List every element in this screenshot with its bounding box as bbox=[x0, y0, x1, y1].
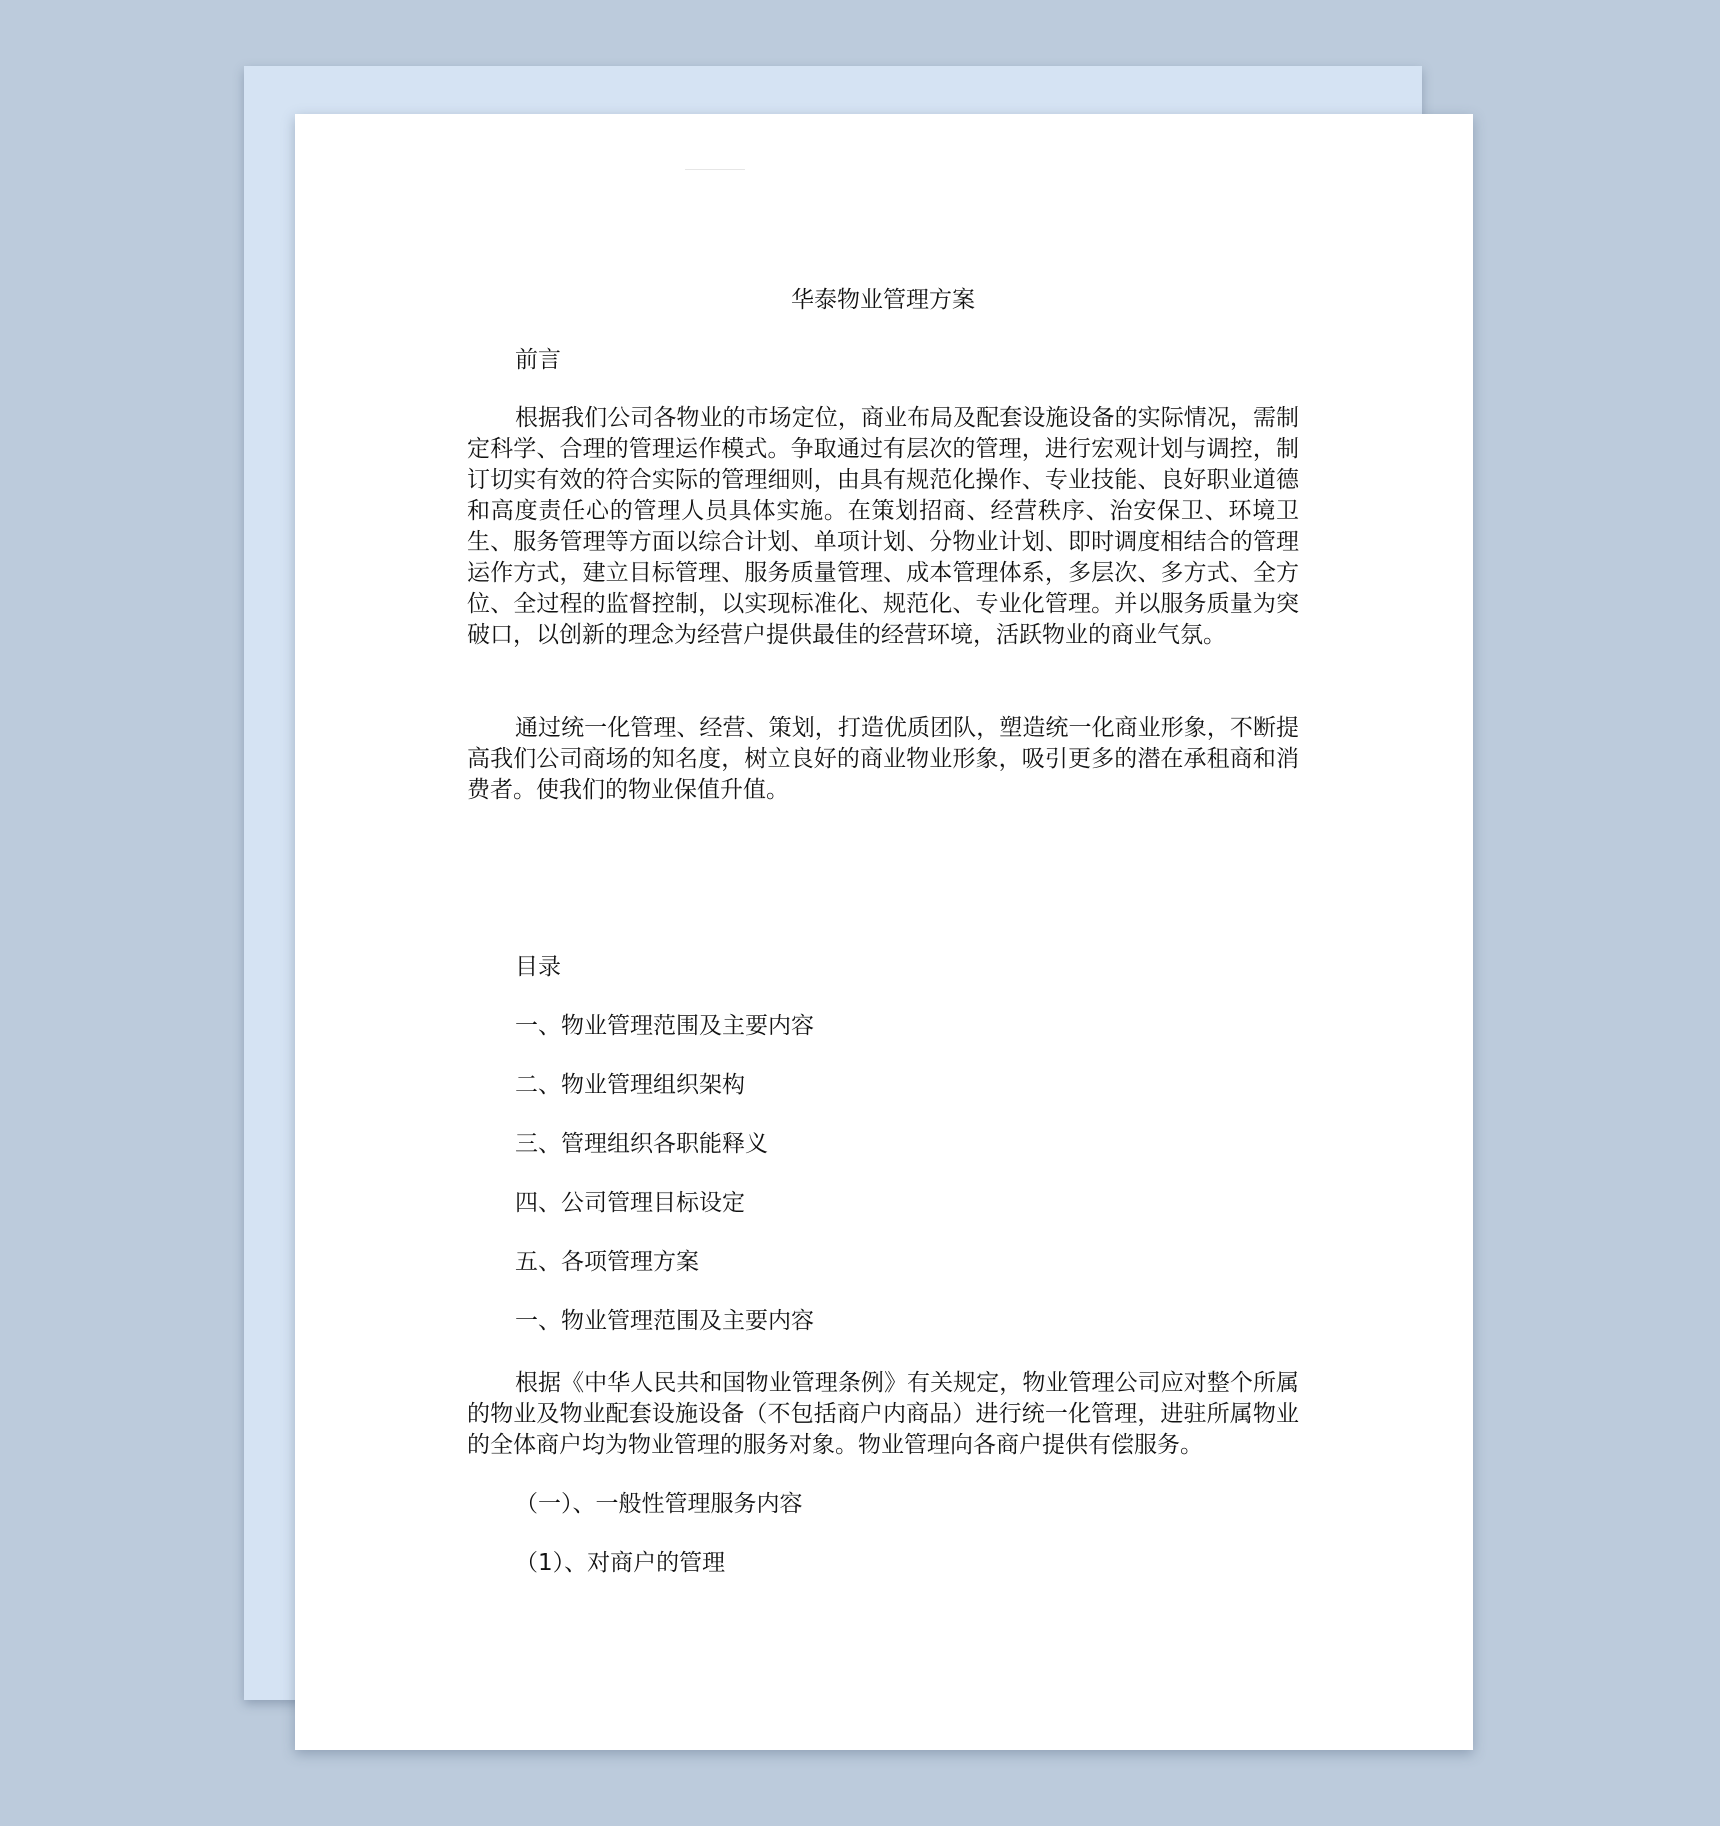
subsection-heading: （一）、一般性管理服务内容 bbox=[515, 1491, 803, 1517]
preface-heading: 前言 bbox=[515, 347, 561, 373]
section-1-heading: 一、物业管理范围及主要内容 bbox=[515, 1308, 814, 1334]
toc-heading: 目录 bbox=[515, 954, 561, 980]
document-title: 华泰物业管理方案 bbox=[791, 287, 975, 313]
toc-item-5: 五、各项管理方案 bbox=[515, 1249, 699, 1275]
header-divider bbox=[685, 169, 745, 170]
preface-paragraph-2: 通过统一化管理、经营、策划，打造优质团队，塑造统一化商业形象，不断提高我们公司商场的知名度，树立良好的商业物业形象，吸引更多的潜在承租商和消费者。使我们的物业保值升值。 bbox=[467, 715, 1299, 803]
subsubsection-heading: （1）、对商户的管理 bbox=[515, 1550, 726, 1576]
preface-paragraph-1: 根据我们公司各物业的市场定位，商业布局及配套设施设备的实际情况，需制定科学、合理的管理运作模式。争取通过有层次的管理，进行宏观计划与调控，制订切实有效的符合实际的管理细则，由具有规范化操作、专业技能、良好职业道德和高度责任心的管理人员具体实施。在策划招商、经营秩序、治安保卫、环境卫生、服务管理等方面以综合计划、单项计划、分物业计划、即时调度相结合的管理运作方式，建立目标管理、服务质量管理、成本管理体系，多层次、多方式、全方位、全过程的监督控制，以实现标准化、规范化、专业化管理。并以服务质量为突破口，以创新的理念为经营户提供最佳的经营环境，活跃物业的商业气氛。 bbox=[467, 405, 1299, 648]
toc-item-4: 四、公司管理目标设定 bbox=[515, 1190, 745, 1216]
document-page bbox=[295, 114, 1473, 1750]
toc-item-2: 二、物业管理组织架构 bbox=[515, 1072, 745, 1098]
section-1-paragraph: 根据《中华人民共和国物业管理条例》有关规定，物业管理公司应对整个所属的物业及物业配套设施设备（不包括商户内商品）进行统一化管理，进驻所属物业的全体商户均为物业管理的服务对象。物业管理向各商户提供有偿服务。 bbox=[467, 1370, 1299, 1458]
toc-item-1: 一、物业管理范围及主要内容 bbox=[515, 1013, 814, 1039]
toc-item-3: 三、管理组织各职能释义 bbox=[515, 1131, 768, 1157]
